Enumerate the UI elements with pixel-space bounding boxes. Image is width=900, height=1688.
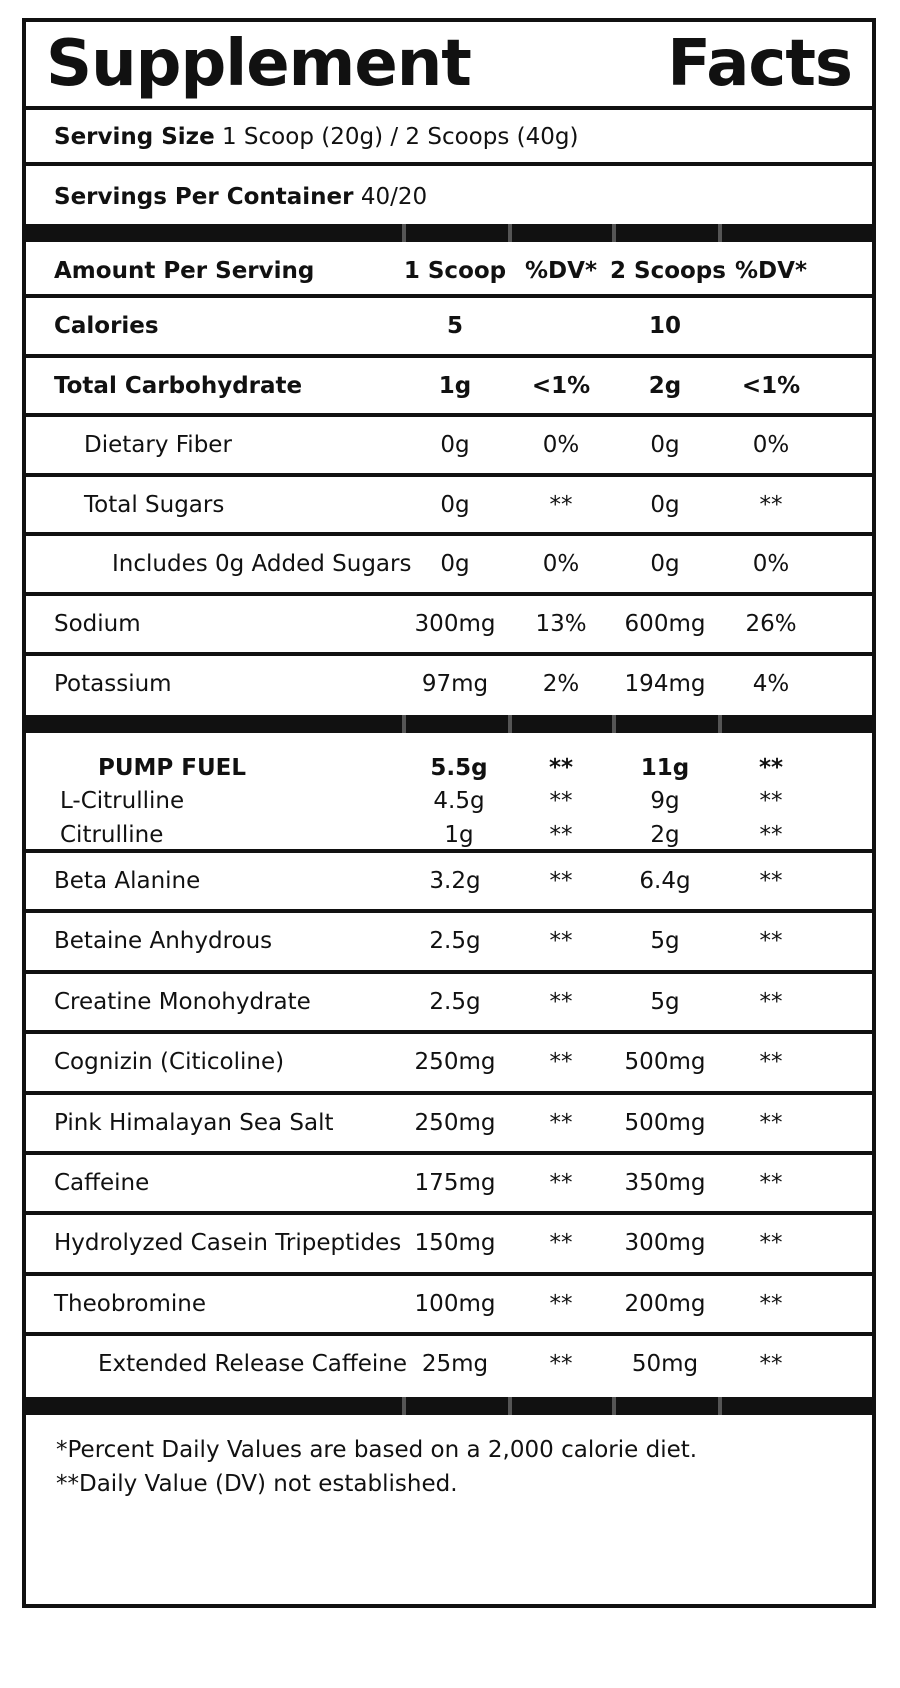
value-1-scoop: 25mg — [421, 1351, 489, 1378]
blend-item-v2: 9g — [650, 788, 680, 814]
nutrient-name: Hydrolyzed Casein Tripeptides — [54, 1230, 402, 1257]
dv-2-scoops: 0% — [752, 432, 790, 459]
amount-header-row — [26, 242, 872, 298]
table-row — [26, 974, 872, 1034]
servings-per-container-row — [26, 166, 872, 224]
blend-item-name: L-Citrulline — [60, 788, 185, 814]
dv-2-scoops: ** — [759, 1230, 783, 1257]
value-2-scoops: 0g — [650, 491, 680, 518]
value-2-scoops: 300mg — [624, 1230, 706, 1257]
header-col2: %DV* — [525, 258, 597, 284]
table-row — [26, 477, 872, 537]
table-row — [26, 358, 872, 418]
dv-1-scoop: ** — [549, 868, 573, 894]
value-1-scoop: 2.5g — [429, 928, 481, 955]
nutrient-name: Total Carbohydrate — [54, 372, 303, 399]
servings-per-container-label: Servings Per Container — [54, 184, 354, 210]
dv-2-scoops: 0% — [752, 551, 790, 578]
amount-per-serving-label: Amount Per Serving — [54, 258, 315, 284]
value-2-scoops: 5g — [650, 988, 680, 1015]
value-1-scoop: 0g — [440, 491, 470, 518]
blend-item-v2: 2g — [650, 822, 680, 848]
blend-item-d2: ** — [759, 788, 783, 814]
value-1-scoop: 100mg — [414, 1290, 496, 1317]
dv-1-scoop: 13% — [535, 611, 587, 637]
table-row — [26, 298, 872, 358]
panel-title — [26, 22, 872, 110]
blend-item-v1: 1g — [444, 822, 474, 848]
dv-2-scoops: ** — [759, 1290, 783, 1317]
title-right: Facts — [667, 27, 852, 101]
value-2-scoops: 6.4g — [639, 868, 691, 894]
value-1-scoop: 5 — [446, 313, 463, 339]
value-2-scoops: 194mg — [624, 670, 706, 697]
blend-v1: 5.5g — [430, 755, 488, 781]
nutrient-name: Potassium — [54, 670, 172, 697]
thick-divider — [26, 715, 872, 733]
dv-2-scoops: ** — [759, 1049, 783, 1076]
blend-item-v1: 4.5g — [433, 788, 485, 814]
value-1-scoop: 250mg — [414, 1109, 496, 1136]
table-row — [26, 596, 872, 656]
blend-item-name: Citrulline — [60, 822, 164, 848]
dv-2-scoops: <1% — [741, 372, 801, 399]
blend-item-d1: ** — [549, 822, 573, 848]
dv-1-scoop: 0% — [542, 551, 580, 578]
dv-1-scoop: <1% — [531, 372, 591, 399]
dv-2-scoops: ** — [759, 988, 783, 1015]
value-1-scoop: 0g — [440, 432, 470, 459]
nutrient-name: Theobromine — [54, 1290, 206, 1317]
dv-2-scoops: 26% — [745, 611, 797, 637]
value-1-scoop: 175mg — [414, 1170, 496, 1196]
dv-2-scoops: ** — [759, 1351, 783, 1378]
value-2-scoops: 600mg — [624, 611, 706, 637]
value-2-scoops: 0g — [650, 551, 680, 578]
header-col3: 2 Scoops — [610, 258, 726, 284]
blend-d1: ** — [548, 755, 574, 781]
dv-1-scoop: ** — [549, 1109, 573, 1136]
value-1-scoop: 250mg — [414, 1049, 496, 1076]
blend-item-d1: ** — [549, 788, 573, 814]
dv-1-scoop: ** — [549, 988, 573, 1015]
dv-1-scoop: ** — [549, 491, 573, 518]
nutrient-name: Betaine Anhydrous — [54, 928, 273, 955]
blend-v2: 11g — [640, 755, 690, 781]
value-2-scoops: 10 — [648, 313, 681, 339]
value-2-scoops: 50mg — [631, 1351, 699, 1378]
value-1-scoop: 3.2g — [429, 868, 481, 894]
thick-divider — [26, 224, 872, 242]
value-1-scoop: 97mg — [421, 670, 489, 697]
thick-divider — [26, 1397, 872, 1415]
table-row — [26, 1155, 872, 1215]
blend-name: PUMP FUEL — [98, 755, 247, 781]
dv-1-scoop: 2% — [542, 670, 580, 697]
nutrient-name: Caffeine — [54, 1170, 150, 1196]
nutrient-name: Cognizin (Citicoline) — [54, 1049, 285, 1076]
blend-item-d2: ** — [759, 822, 783, 848]
value-1-scoop: 300mg — [414, 611, 496, 637]
nutrient-name: Sodium — [54, 611, 141, 637]
dv-2-scoops: 4% — [752, 670, 790, 697]
table-row — [26, 1276, 872, 1336]
value-2-scoops: 500mg — [624, 1109, 706, 1136]
supplement-facts-panel — [22, 18, 876, 1608]
nutrient-name: Beta Alanine — [54, 868, 201, 894]
title-left: Supplement — [46, 27, 471, 101]
dv-2-scoops: ** — [759, 928, 783, 955]
dv-1-scoop: ** — [549, 1170, 573, 1196]
dv-1-scoop: ** — [549, 1351, 573, 1378]
value-2-scoops: 350mg — [624, 1170, 706, 1196]
dv-1-scoop: ** — [549, 1049, 573, 1076]
nutrient-name: Calories — [54, 313, 159, 339]
header-col1: 1 Scoop — [403, 258, 507, 284]
serving-size-label: Serving Size — [54, 124, 215, 150]
nutrient-name: Pink Himalayan Sea Salt — [54, 1109, 334, 1136]
table-row — [26, 1034, 872, 1094]
nutrient-name: Extended Release Caffeine — [98, 1351, 407, 1378]
nutrient-name: Includes 0g Added Sugars — [112, 551, 412, 578]
serving-size-row — [26, 106, 872, 166]
dv-2-scoops: ** — [759, 1109, 783, 1136]
dv-1-scoop: ** — [549, 1230, 573, 1257]
header-col4: %DV* — [735, 258, 807, 284]
blend-d2: ** — [758, 755, 784, 781]
servings-per-container-value: 40/20 — [360, 184, 428, 210]
value-2-scoops: 2g — [648, 372, 682, 399]
table-row — [26, 656, 872, 716]
value-1-scoop: 0g — [440, 551, 470, 578]
footnote-dv: *Percent Daily Values are based on a 2,000 calorie diet. — [56, 1437, 698, 1463]
dv-1-scoop: ** — [549, 1290, 573, 1317]
value-1-scoop: 2.5g — [429, 988, 481, 1015]
table-row — [26, 853, 872, 913]
nutrient-name: Creatine Monohydrate — [54, 988, 311, 1015]
value-2-scoops: 200mg — [624, 1290, 706, 1317]
dv-2-scoops: ** — [759, 1170, 783, 1196]
nutrient-name: Total Sugars — [84, 491, 225, 518]
nutrient-name: Dietary Fiber — [84, 432, 232, 459]
footnotes — [26, 1415, 872, 1505]
table-row — [26, 1215, 872, 1275]
value-1-scoop: 150mg — [414, 1230, 496, 1257]
value-1-scoop: 1g — [438, 372, 472, 399]
table-row — [26, 913, 872, 973]
value-2-scoops: 5g — [650, 928, 680, 955]
dv-1-scoop: ** — [549, 928, 573, 955]
table-row — [26, 1095, 872, 1155]
value-2-scoops: 0g — [650, 432, 680, 459]
footnote-not-established: **Daily Value (DV) not established. — [56, 1471, 458, 1497]
dv-2-scoops: ** — [759, 868, 783, 894]
table-row — [26, 536, 872, 596]
value-2-scoops: 500mg — [624, 1049, 706, 1076]
blend-row — [26, 733, 872, 853]
serving-size-value: 1 Scoop (20g) / 2 Scoops (40g) — [221, 124, 579, 150]
dv-1-scoop: 0% — [542, 432, 580, 459]
table-row — [26, 1336, 872, 1396]
table-row — [26, 417, 872, 477]
dv-2-scoops: ** — [759, 491, 783, 518]
